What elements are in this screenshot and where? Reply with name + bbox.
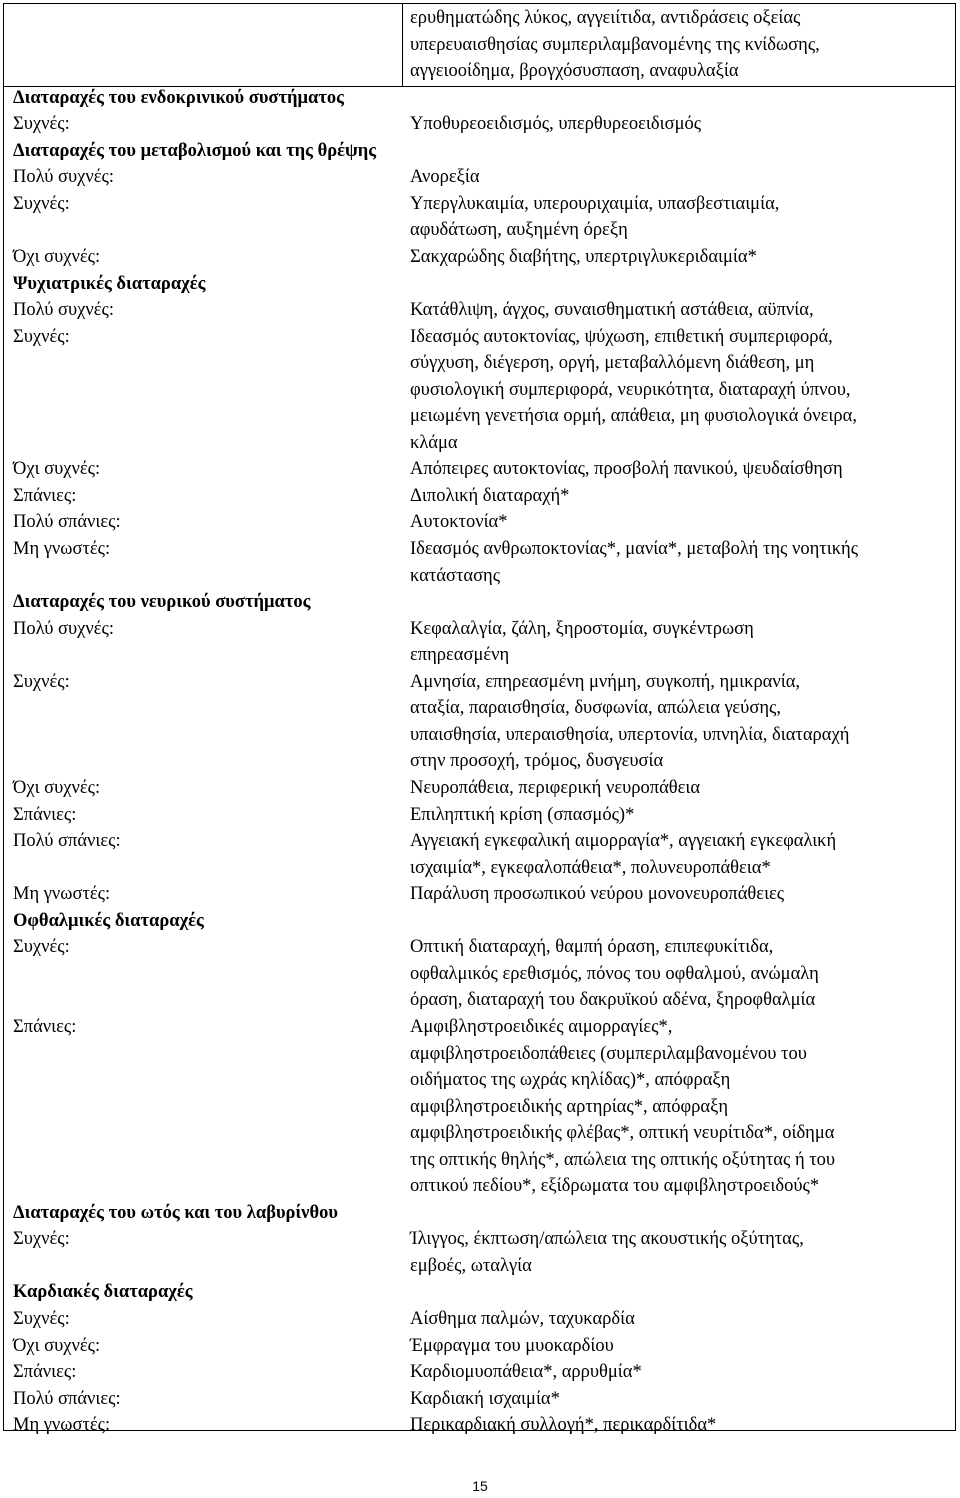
frequency-label: Συχνές: (13, 114, 70, 135)
reaction-text-line: φυσιολογική συμπεριφορά, νευρικότητα, διαταραχή ύπνου, (410, 379, 851, 400)
reaction-text-line: επηρεασμένη (410, 645, 510, 666)
section-heading: Διαταραχές του ενδοκρινικού συστήματος (13, 87, 344, 108)
top-cell-line: υπερευαισθησίας συμπεριλαμβανομένης της κνίδωσης, (410, 34, 820, 55)
frequency-label: Πολύ συχνές: (13, 618, 114, 639)
reaction-text-line: Οπτική διαταραχή, θαμπή όραση, επιπεφυκίτιδα, (410, 937, 774, 958)
frequency-label: Όχι συχνές: (13, 1335, 101, 1356)
frequency-label: Πολύ σπάνιες: (13, 831, 121, 852)
reaction-text-line: Παράλυση προσωπικού νεύρου μονονευροπάθειες (410, 884, 785, 905)
reaction-text-line: Σακχαρώδης διαβήτης, υπερτριγλυκεριδαιμία* (410, 247, 757, 267)
reaction-text-line: υπαισθησία, υπεραισθησία, υπερτονία, υπνηλία, διαταραχή (410, 724, 850, 745)
frequency-label: Σπάνιες: (13, 804, 77, 825)
reaction-text-line: Αμφιβληστροειδικές αιμορραγίες*, (410, 1016, 673, 1037)
frequency-label: Συχνές: (13, 326, 70, 347)
frequency-label: Μη γνωστές: (13, 539, 111, 559)
reaction-text-line: αμφιβληστροειδοπάθειες (συμπεριλαμβανομένου του (410, 1043, 807, 1064)
section-heading: Καρδιακές διαταραχές (13, 1282, 193, 1303)
frequency-label: Συχνές: (13, 1229, 70, 1250)
reaction-text-line: Αυτοκτονία* (410, 512, 508, 533)
frequency-label: Μη γνωστές: (13, 884, 111, 905)
section-heading: Οφθαλμικές διαταραχές (13, 910, 204, 931)
reaction-text-line: κατάστασης (410, 565, 501, 586)
frequency-label: Συχνές: (13, 937, 70, 958)
frequency-label: Όχι συχνές: (13, 247, 101, 267)
table-body (4, 4, 955, 1436)
section-heading: Διαταραχές του μεταβολισμού και της θρέψης (13, 140, 377, 161)
reaction-text-line: Επιληπτική κρίση (σπασμός)* (410, 804, 635, 825)
reaction-text-line: όραση, διαταραχή του δακρυϊκού αδένα, ξηροφθαλμία (410, 990, 816, 1011)
reaction-text-line: κλάμα (410, 432, 458, 453)
frequency-label: Πολύ σπάνιες: (13, 512, 121, 533)
reaction-text-line: αμφιβληστροειδικής φλέβας*, οπτική νευρίτιδα*, οίδημα (410, 1123, 835, 1144)
reaction-text-line: οφθαλμικός ερεθισμός, πόνος του οφθαλμού, ανώμαλη (410, 963, 819, 984)
reaction-text-line: Αγγειακή εγκεφαλική αιμορραγία*, αγγειακή εγκεφαλική (410, 831, 837, 852)
reaction-text-line: Ίλιγγος, έκπτωση/απώλεια της ακουστικής οξύτητας, (410, 1229, 804, 1250)
frequency-label: Συχνές: (13, 1309, 70, 1329)
frequency-label: Όχι συχνές: (13, 778, 101, 798)
reaction-text-line: εμβοές, ωταλγία (410, 1255, 532, 1276)
frequency-label: Μη γνωστές: (13, 1415, 111, 1436)
reaction-text-line: Αμνησία, επηρεασμένη μνήμη, συγκοπή, ημικρανία, (410, 671, 801, 692)
frequency-label: Σπάνιες: (13, 1016, 77, 1037)
adverse-reactions-table (3, 3, 956, 1436)
section-heading: Διαταραχές του νευρικού συστήματος (13, 592, 311, 613)
frequency-label: Σπάνιες: (13, 485, 77, 506)
reaction-text-line: Νευροπάθεια, περιφερική νευροπάθεια (410, 778, 701, 798)
reaction-text-line: σύγχυση, διέγερση, οργή, μεταβαλλόμενη διάθεση, μη (410, 353, 815, 374)
frequency-label: Συχνές: (13, 671, 70, 692)
reaction-text-line: ισχαιμία*, εγκεφαλοπάθεια*, πολυνευροπάθεια* (410, 857, 771, 878)
reaction-text-line: Καρδιομυοπάθεια*, αρρυθμία* (410, 1362, 642, 1382)
reaction-text-line: Ανορεξία (410, 167, 480, 188)
frequency-label: Συχνές: (13, 193, 70, 214)
reaction-text-line: οιδήματος της ωχράς κηλίδας)*, απόφραξη (410, 1070, 731, 1090)
reaction-text-line: στην προσοχή, τρόμος, δυσγευσία (410, 751, 664, 772)
reaction-text-line: Υποθυρεοειδισμός, υπερθυρεοειδισμός (410, 114, 702, 135)
reaction-text-line: Καρδιακή ισχαιμία* (410, 1388, 560, 1409)
reaction-text-line: αμφιβληστροειδικής αρτηρίας*, απόφραξη (410, 1096, 729, 1117)
reaction-text-line: Κατάθλιψη, άγχος, συναισθηματική αστάθεια, αϋπνία, (410, 300, 814, 321)
reaction-text-line: οπτικού πεδίου*, εξίδρωματα του αμφιβληστροειδούς* (410, 1176, 820, 1197)
reaction-text-line: Αίσθημα παλμών, ταχυκαρδία (410, 1309, 635, 1329)
reaction-text-line: Ιδεασμός αυτοκτονίας, ψύχωση, επιθετική συμπεριφορά, (410, 326, 833, 347)
section-heading: Διαταραχές του ωτός και του λαβυρίνθου (13, 1202, 338, 1223)
frequency-label: Πολύ συχνές: (13, 167, 114, 188)
reaction-text-line: Διπολική διαταραχή* (410, 485, 570, 506)
reaction-text-line: αφυδάτωση, αυξημένη όρεξη (410, 220, 628, 241)
section-heading: Ψυχιατρικές διαταραχές (13, 273, 206, 294)
top-cell-line: αγγειοοίδημα, βρογχόσυσπαση, αναφυλαξία (410, 61, 739, 82)
reaction-text-line: Υπεργλυκαιμία, υπερουριχαιμία, υπασβεστιαιμία, (410, 193, 780, 214)
reaction-text-line: Κεφαλαλγία, ζάλη, ξηροστομία, συγκέντρωση (410, 618, 754, 639)
frequency-label: Όχι συχνές: (13, 459, 101, 480)
reaction-text-line: Έμφραγμα του μυοκαρδίου (410, 1335, 614, 1356)
reaction-text-line: μειωμένη γενετήσια ορμή, απάθεια, μη φυσιολογικά όνειρα, (410, 406, 857, 427)
reaction-text-line: Ιδεασμός ανθρωποκτονίας*, μανία*, μεταβολή της νοητικής (410, 539, 859, 559)
top-cell-divider (402, 4, 403, 86)
reaction-text-line: Απόπειρες αυτοκτονίας, προσβολή πανικού, ψευδαίσθηση (410, 459, 843, 480)
frequency-label: Σπάνιες: (13, 1362, 77, 1382)
reaction-text-line: Περικαρδιακή συλλογή*, περικαρδίτιδα* (410, 1415, 717, 1436)
top-cell-line: ερυθηματώδης λύκος, αγγειίτιδα, αντιδράσεις οξείας (410, 8, 801, 28)
reaction-text-line: αταξία, παραισθησία, δυσφωνία, απώλεια γεύσης, (410, 698, 781, 719)
reaction-text-line: της οπτικής θηλής*, απώλεια της οπτικής οξύτητας ή του (410, 1149, 836, 1170)
page-number: 15 (472, 1478, 488, 1494)
frequency-label: Πολύ σπάνιες: (13, 1388, 121, 1409)
frequency-label: Πολύ συχνές: (13, 300, 114, 321)
